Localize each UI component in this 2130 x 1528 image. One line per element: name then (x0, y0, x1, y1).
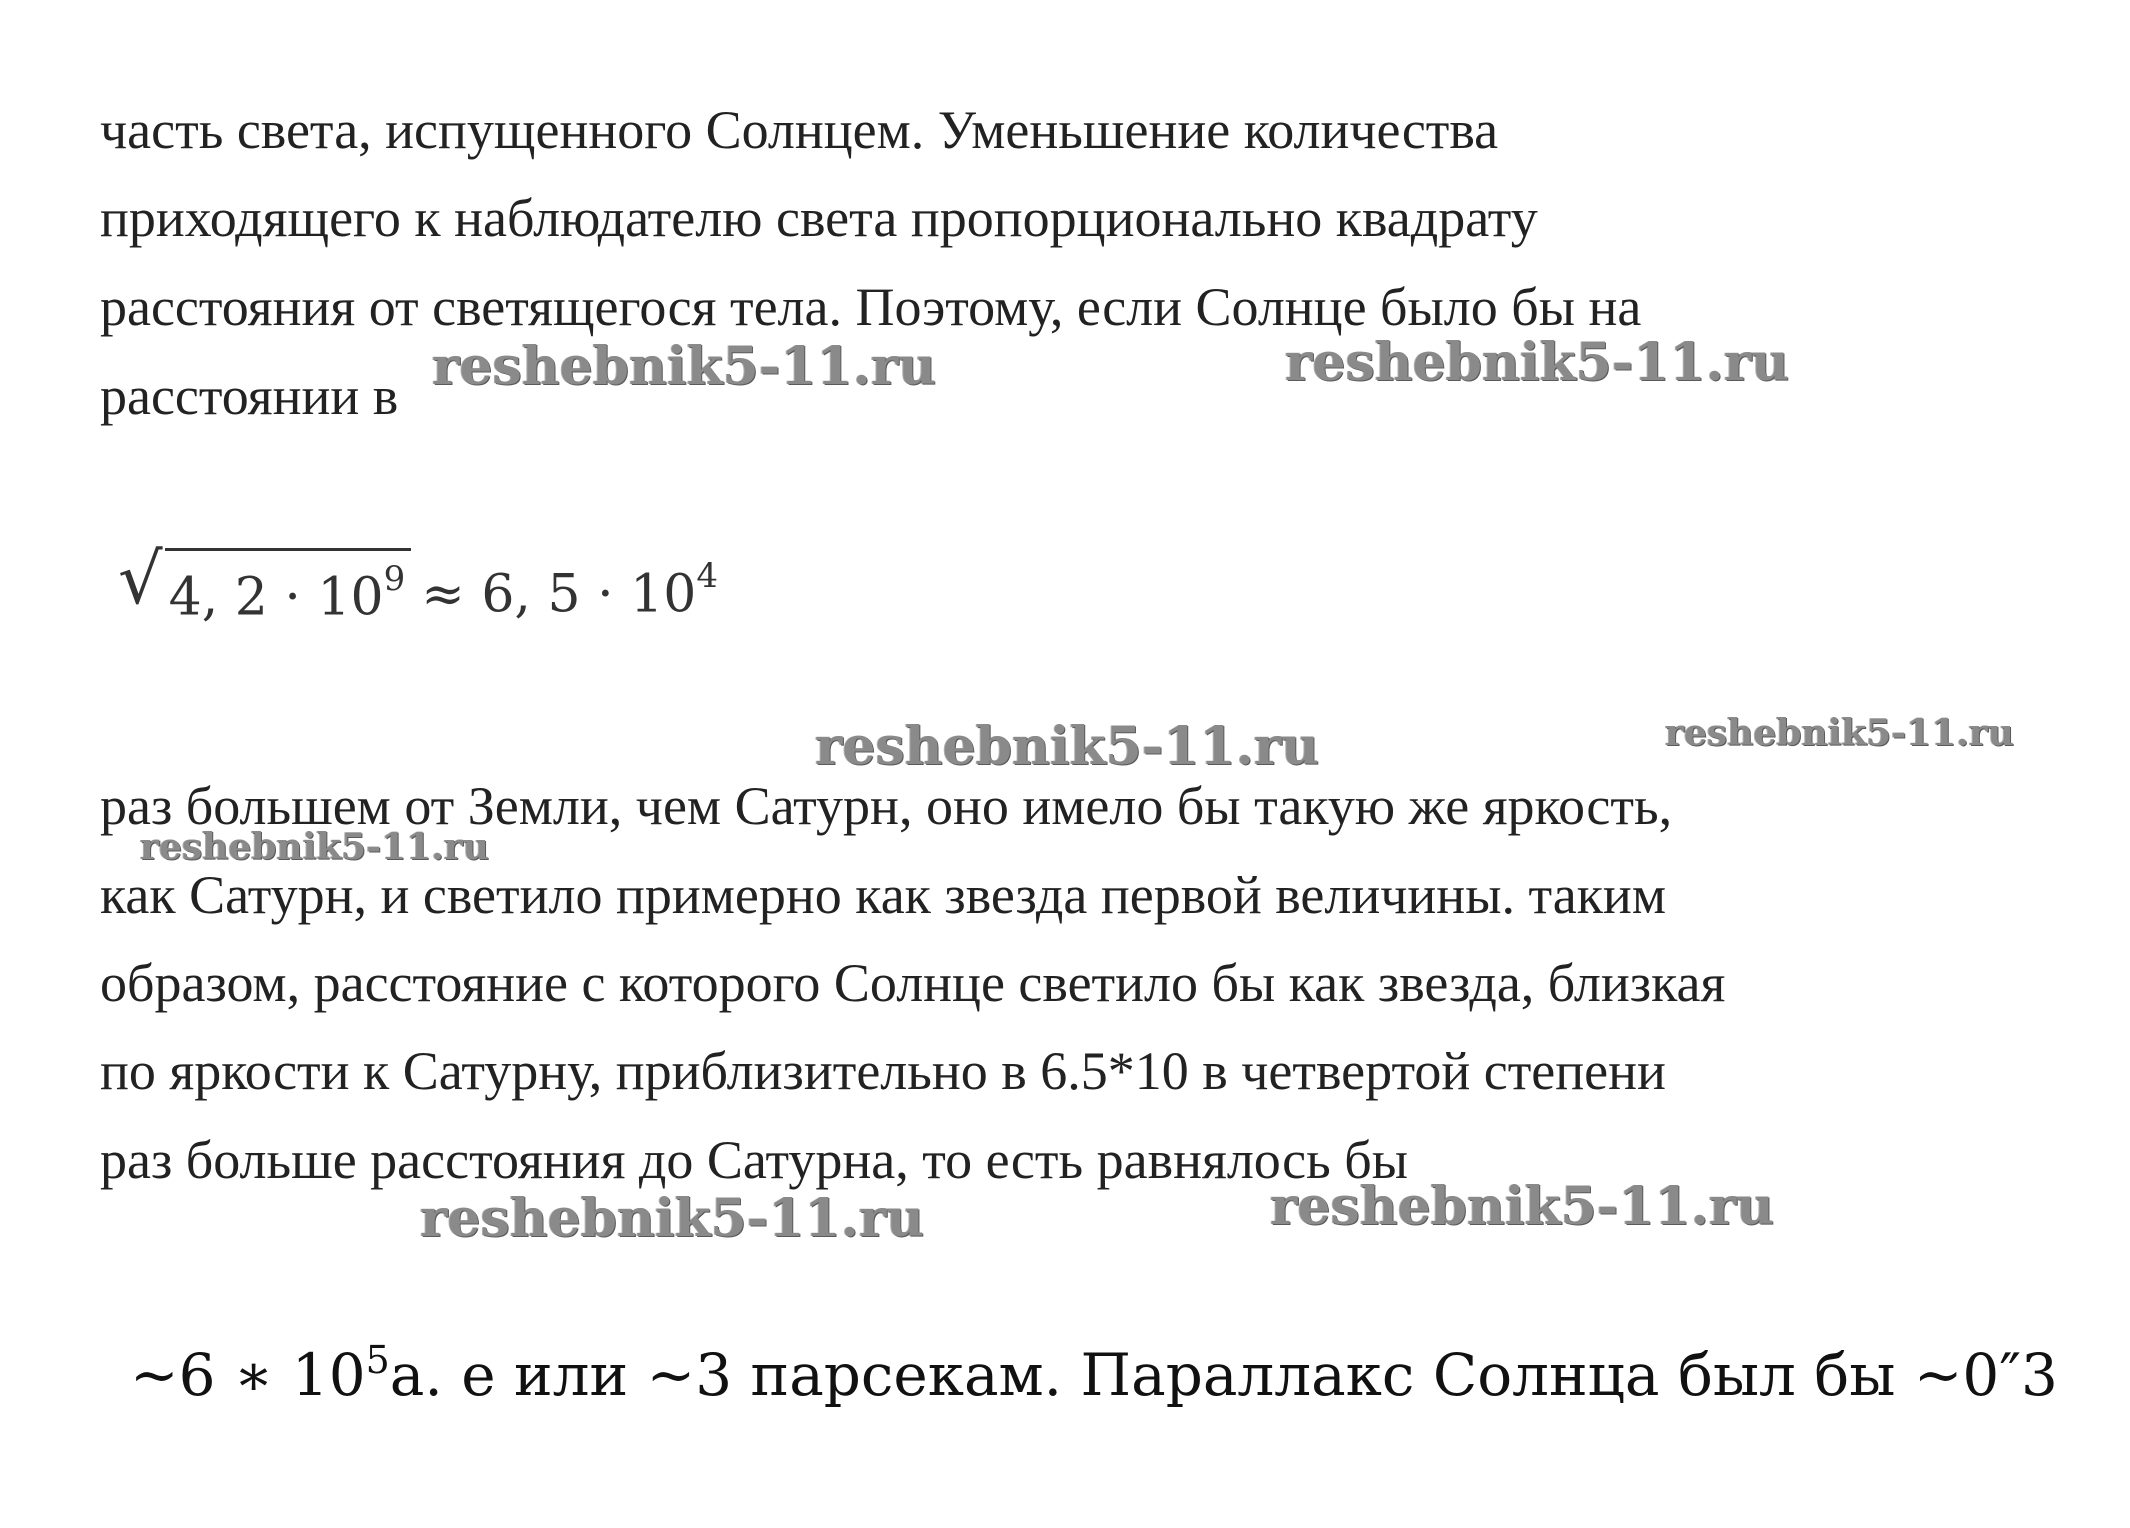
radicand-exponent: 9 (383, 559, 406, 599)
watermark: reshebnik5-11.ru (815, 716, 1320, 777)
formula-result (421, 548, 718, 624)
paragraph2-line2: как Сатурн, и светило примерно как звезда первой величины. таким (100, 865, 1666, 925)
result-exponent: 4 (696, 556, 718, 596)
result-formula-exponent: 5 (365, 1338, 390, 1382)
paragraph2-line3: образом, расстояние с которого Солнце светило бы как звезда, близкая (100, 953, 1726, 1013)
paragraph1-line4: расстоянии в (100, 366, 399, 426)
sqrt-formula (118, 538, 718, 628)
paragraph2-line4: по яркости к Сатурну, приблизительно в 6.5*10 в четвертой степени (100, 1041, 1666, 1101)
watermark: reshebnik5-11.ru (432, 336, 937, 397)
result-formula-part2: а. е или ~3 парсекам. Параллакс Солнца был бы ~0″3 (389, 1341, 2058, 1409)
watermark: reshebnik5-11.ru (420, 1188, 925, 1249)
watermark: reshebnik5-11.ru (1285, 332, 1790, 393)
result-formula (130, 1340, 2058, 1417)
paragraph2-line1: раз большем от Земли, чем Сатурн, оно имело бы такую же яркость, (100, 776, 1673, 836)
paragraph1-line2: приходящего к наблюдателю света пропорционально квадрату (100, 188, 1538, 248)
paragraph1-line1: часть света, испущенного Солнцем. Уменьшение количества (100, 100, 1499, 160)
paragraph2-line5: раз больше расстояния до Сатурна, то есть равнялось бы (100, 1130, 1408, 1190)
watermark: reshebnik5-11.ru (1665, 712, 2014, 754)
paragraph1-line3: расстояния от светящегося тела. Поэтому, если Солнце было бы на (100, 277, 1642, 337)
watermark: reshebnik5-11.ru (1270, 1176, 1775, 1237)
watermark: reshebnik5-11.ru (140, 826, 489, 868)
sqrt-radicand (165, 548, 412, 627)
sqrt-icon: √ (118, 538, 163, 620)
result-base: ≈ 6, 5 · 10 (421, 564, 697, 625)
result-formula-part1: ~6 ∗ 10 (130, 1341, 366, 1409)
radicand-base: 4, 2 · 10 (168, 567, 384, 628)
